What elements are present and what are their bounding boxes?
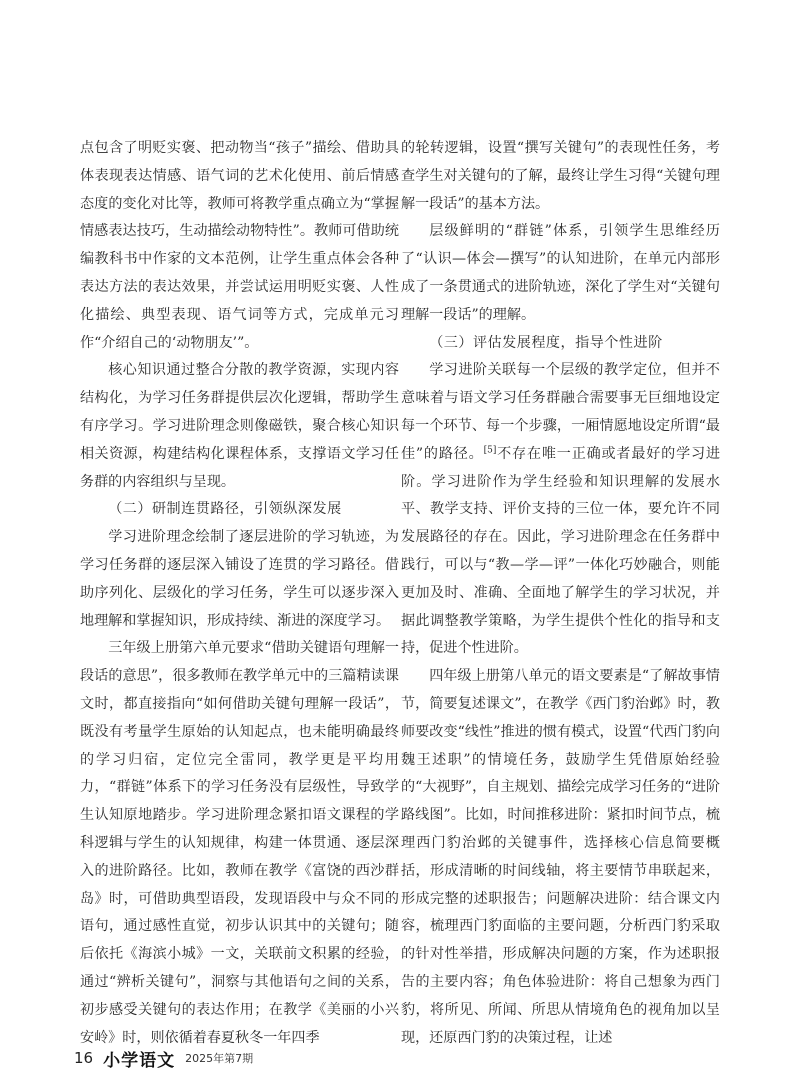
paragraph: 层级鲜明的“群链”体系，引领学生思维经历了“认识—体会—撰写”的认知进阶，在单元内部形成了一条贯通式的进阶轨迹，深化了学生对“关键句理解一段话”的理解。 (401, 223, 720, 323)
reference-marker: [5] (483, 445, 497, 456)
paragraph: 核心知识通过整合分散的教学资源，实现内容结构化，为学习任务群提供层次化逻辑，帮助学生有序学习。学习进阶理念则像磁铁，聚合核心知识相关资源，构建结构化课程体系，支撑语文学习任务群的内容组织与呈现。 (80, 362, 399, 490)
paragraph-text: 学习进阶关联每一个层级的教学定位，但并不意味着与语文学习任务群融合需要事无巨细地设定每一个环节、每一个步骤，一厢情愿地设定所谓“最佳”的路径。 (401, 362, 720, 462)
paragraph: 三年级上册第六单元要求“借助关键语句理解一段话的意思”，很多教师在教学单元中的三篇精读课文时，都直接指向“如何借助关键句理解一段话”，既没有考量学生原始的认知起点，也未能明确最终的学习归宿，定位完全雷同，教学更是平均用力，“群链”体系下的学习任务没有层级性，导致学生认知原地踏步。学习进阶理念紧扣语文课程的学科逻辑与学生的认知规律，构建一体贯通、逐层深入的进阶路径。比如，教师在教学《富饶的西沙群岛》时，可借助典型语段，发现语段中与众不同的语句，通过感性直觉，初步认识其中的关键句；随后依托《海滨小城》一文，关联前文积累的经验，通过“辨析关键句”，洞察与其他语句之间的关系，初步感受关键句的表达作用；在教学《美丽的小兴安岭》时，则依循着春夏秋冬一年四季 (80, 640, 399, 1046)
section-heading: （三）评估发展程度，指导个性进阶 (429, 334, 663, 351)
paragraph-text: 不存在唯一正确或者最好的学习进阶。学习进阶作为学生经验和知识理解的发展水平、教学支持、评价支持的三位一体，要允许不同发展路径的存在。因此，学习进阶理念在任务群中践行，可以与“教—学—评”一体化巧妙融合，则能更加及时、准确、全面地了解学生的学习状况，并据此调整教学策略，为学生提供个性化的指导和支持，促进个性进阶。 (401, 445, 720, 657)
paragraph: 学习进阶理念绘制了逐层进阶的学习轨迹，为学习任务群的逐层深入铺设了连贯的学习路径。借助序列化、层级化的学习任务，学生可以逐步深入地理解和掌握知识，形成持续、渐进的深度学习。 (80, 529, 399, 629)
right-column (401, 135, 720, 1052)
journal-name: 小学语文 (103, 1050, 176, 1071)
paragraph: 四年级上册第八单元的语文要素是“了解故事情节，简要复述课文”，在教学《西门豹治邺》时，教师要改变“线性”推进的惯有模式，设置“代西门豹向魏王述职”的情境任务，鼓励学生凭借原始经验的“大视野”，自主规划、描绘完成学习任务的“进阶路线图”。比如，时间推移进阶：紧扣时间节点，梳理西门豹治邺的关键事件，选择核心信息简要概括，形成清晰的时间线轴，将主要情节串联起来，形成完整的述职报告；问题解决进阶：结合课文内容，梳理西门豹面临的主要问题，分析西门豹采取的针对性举措，形成解决问题的方案，作为述职报告的主要内容；角色体验进阶：将自己想象为西门豹，将所见、所闻、所思从情境角色的视角加以呈现，还原西门豹的决策过程，让述 (401, 668, 720, 1046)
paragraph (401, 357, 720, 663)
paragraph: 的轮转逻辑，设置“撰写关键句”的表现性任务，考查学生对关键句的了解，最终让学生习得“关键句理解一段话”的基本方法。 (401, 140, 720, 212)
page-footer (74, 1046, 253, 1070)
section-heading: （二）研制连贯路径，引领纵深发展 (108, 501, 342, 518)
issue-label: 2025年第7期 (185, 1052, 254, 1065)
paragraph: 点包含了明贬实褒、把动物当“孩子”描绘、借助具体表现表达情感、语气词的艺术化使用、前后情感态度的变化对比等，教师可将教学重点确立为“掌握情感表达技巧，生动描绘动物特性”。教师可借助统编教科书中作家的文本范例，让学生重点体会各种表达方法的表达效果，并尝试运用明贬实褒、人性化描绘、典型表现、语气词等方式，完成单元习作“介绍自己的‘动物朋友’”。 (80, 140, 399, 351)
page-number: 16 (74, 1049, 94, 1067)
left-column (80, 135, 399, 1052)
